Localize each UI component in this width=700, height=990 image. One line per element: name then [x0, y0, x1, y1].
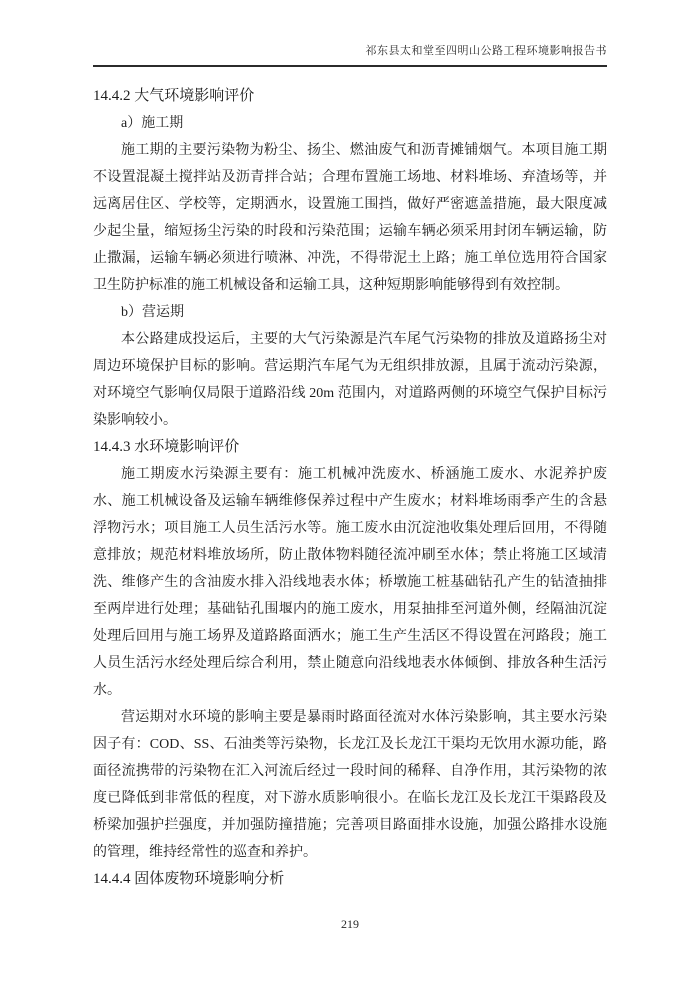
section-heading-14-4-2: 14.4.2 大气环境影响评价: [93, 88, 255, 104]
subheading-operation-period: b）营运期: [121, 305, 184, 320]
paragraph-operation-water: 营运期对水环境的影响主要是暴雨时路面径流对水体污染影响，其主要水污染因子有：COD、SS、石油类等污染物，长龙江及长龙江干渠均无饮用水源功能，路面径流携带的污染物在汇入河流后经过一段时间的稀释、自净作用，其污染物的浓度已降低到非常低的程度，对下游水质影响很小。在临长龙江及长龙江干渠路段及桥梁加强护拦强度，并加强防撞措施；完善项目路面排水设施，加强公路排水设施的管理，维持经常性的巡查和养护。: [93, 710, 607, 860]
paragraph-operation-air: 本公路建成投运后，主要的大气污染源是汽车尾气污染物的排放及道路扬尘对周边环境保护目标的影响。营运期汽车尾气为无组织排放源，且属于流动污染源，对环境空气影响仅局限于道路沿线 20m 范围内，对道路两侧的环境空气保护目标污染影响较小。: [93, 332, 607, 428]
section-heading-14-4-3: 14.4.3 水环境影响评价: [93, 439, 240, 455]
header-title: 祁东县太和堂至四明山公路工程环境影响报告书: [365, 45, 607, 57]
page-header: [93, 42, 607, 67]
paragraph-construction-air: 施工期的主要污染物为粉尘、扬尘、燃油废气和沥青摊铺烟气。本项目施工期不设置混凝土搅拌站及沥青拌合站；合理布置施工场地、材料堆场、弃渣场等，并远离居住区、学校等，定期洒水，设置施工围挡，做好严密遮盖措施，最大限度减少起尘量，缩短扬尘污染的时段和污染范围；运输车辆必须采用封闭车辆运输，防止撒漏，运输车辆必须进行喷淋、冲洗，不得带泥土上路；施工单位选用符合国家卫生防护标准的施工机械设备和运输工具，这种短期影响能够得到有效控制。: [93, 143, 607, 293]
subheading-construction-period: a）施工期: [121, 116, 184, 131]
page-number: 219: [341, 917, 359, 931]
page-footer: [0, 917, 700, 932]
document-body: [93, 83, 607, 893]
paragraph-construction-water: 施工期废水污染源主要有：施工机械冲洗废水、桥涵施工废水、水泥养护废水、施工机械设备及运输车辆维修保养过程中产生废水；材料堆场雨季产生的含悬浮物污水；项目施工人员生活污水等。施工废水由沉淀池收集处理后回用，不得随意排放；规范材料堆放场所，防止散体物料随径流冲刷至水体；禁止将施工区域清洗、维修产生的含油废水排入沿线地表水体；桥墩施工桩基础钻孔产生的钻渣抽排至两岸进行处理；基础钻孔围堰内的施工废水，用泵抽排至河道外侧，经隔油沉淀处理后回用与施工场界及道路路面洒水；施工生产生活区不得设置在河路段；施工人员生活污水经处理后综合利用，禁止随意向沿线地表水体倾倒、排放各种生活污水。: [93, 467, 607, 698]
section-heading-14-4-4: 14.4.4 固体废物环境影响分析: [93, 871, 285, 887]
